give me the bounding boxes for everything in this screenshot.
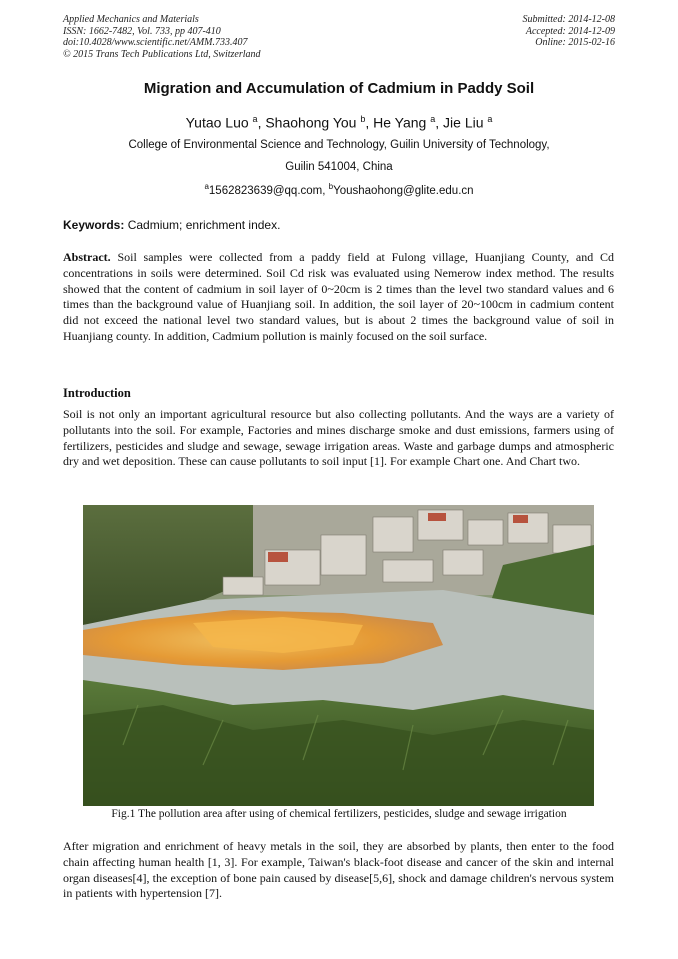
author-superscript: a xyxy=(430,114,436,124)
photo-illustration xyxy=(83,505,594,806)
author-superscript: b xyxy=(360,114,366,124)
email-superscript: a xyxy=(204,182,209,191)
journal-header-left xyxy=(63,14,261,60)
abstract-text: Soil samples were collected from a paddy field at Fulong village, Huanjiang County, and Cd concentrations in soils were determined. Soil Cd risk was evaluated using Nemerow index method. The results showed that the content of cadmium in soil layer of 0~20cm is 2 times than the level two standard values and 6 times than the background value of Huanjiang soil. In addition, the soil layer of 20~100cm in cadmium content did not exceed the national level two standard values, but is about 2 times the background value of soil in Huanjiang county. In addition, Cadmium pollution is mainly focused on the soil surface. xyxy=(63,250,615,343)
author-list: Yutao Luo $^a$, Shaohong You $^b$, He Yang $^a$, Jie Liu $^a$ xyxy=(185,114,493,131)
email-b: Youshaohong@glite.edu.cn xyxy=(333,184,474,197)
introduction-paragraph: Soil is not only an important agricultural resource but also collecting pollutants. And the ways are a variety of pollutants into the soil. For example, Factories and mines discharge smoke and dust emissions, farmers using of fertilizers, pesticides and sludge and sewage, sewage irrigation areas. Waste and garbage dumps and atmospheric dry and wet deposition. These can cause pollutants to soil input [1]. For example Chart one. And Chart two. xyxy=(63,407,614,469)
author-name: Jie Liu xyxy=(443,114,484,131)
abstract xyxy=(63,250,614,345)
keywords xyxy=(63,218,280,232)
author-name: Shaohong You xyxy=(265,114,357,131)
abstract-label: Abstract. xyxy=(63,250,111,264)
journal-copyright: © 2015 Trans Tech Publications Ltd, Switzerland xyxy=(63,48,261,60)
section-heading: Introduction xyxy=(63,386,131,400)
email-line xyxy=(0,182,678,197)
keywords-text: Cadmium; enrichment index. xyxy=(127,218,281,232)
figure-caption: Fig.1 The pollution area after using of chemical fertilizers, pesticides, sludge and sewage irrigation xyxy=(111,808,567,820)
paper-title: Migration and Accumulation of Cadmium in Paddy Soil xyxy=(143,80,535,97)
body-paragraph: After migration and enrichment of heavy metals in the soil, they are absorbed by plants, then enter to the food chain affecting human health [1, 3]. For example, Taiwan's black-foot disease and cancer of the skin and internal organ diseases[4], the exception of bone pain caused by disease[5,6], shock and damage children's nervous system in patients with hypertension [7]. xyxy=(63,839,614,901)
online-date: Online: 2015-02-16 xyxy=(535,37,615,48)
accepted-date: Accepted: 2014-12-09 xyxy=(525,25,615,37)
journal-header-right xyxy=(523,14,616,49)
journal-doi: doi:10.4028/www.scientific.net/AMM.733.407 xyxy=(63,37,248,48)
journal-name: Applied Mechanics and Materials xyxy=(63,14,199,25)
email-superscript: b xyxy=(328,182,334,191)
author-name: He Yang xyxy=(373,114,427,131)
author-name: Yutao Luo xyxy=(185,114,249,131)
affiliation-line-2: Guilin 541004, China xyxy=(285,161,393,173)
author-superscript: a xyxy=(252,114,258,124)
email-a: 1562823639@qq.com, xyxy=(208,184,326,197)
journal-issn: ISSN: 1662-7482, Vol. 733, pp 407-410 xyxy=(63,25,221,37)
submitted-date: Submitted: 2014-12-08 xyxy=(522,14,615,25)
author-superscript: a xyxy=(487,114,493,124)
pollution-area-photo xyxy=(83,505,594,806)
keywords-label: Keywords: xyxy=(63,218,125,232)
affiliation-line-1: College of Environmental Science and Technology, Guilin University of Technology, xyxy=(128,139,550,151)
